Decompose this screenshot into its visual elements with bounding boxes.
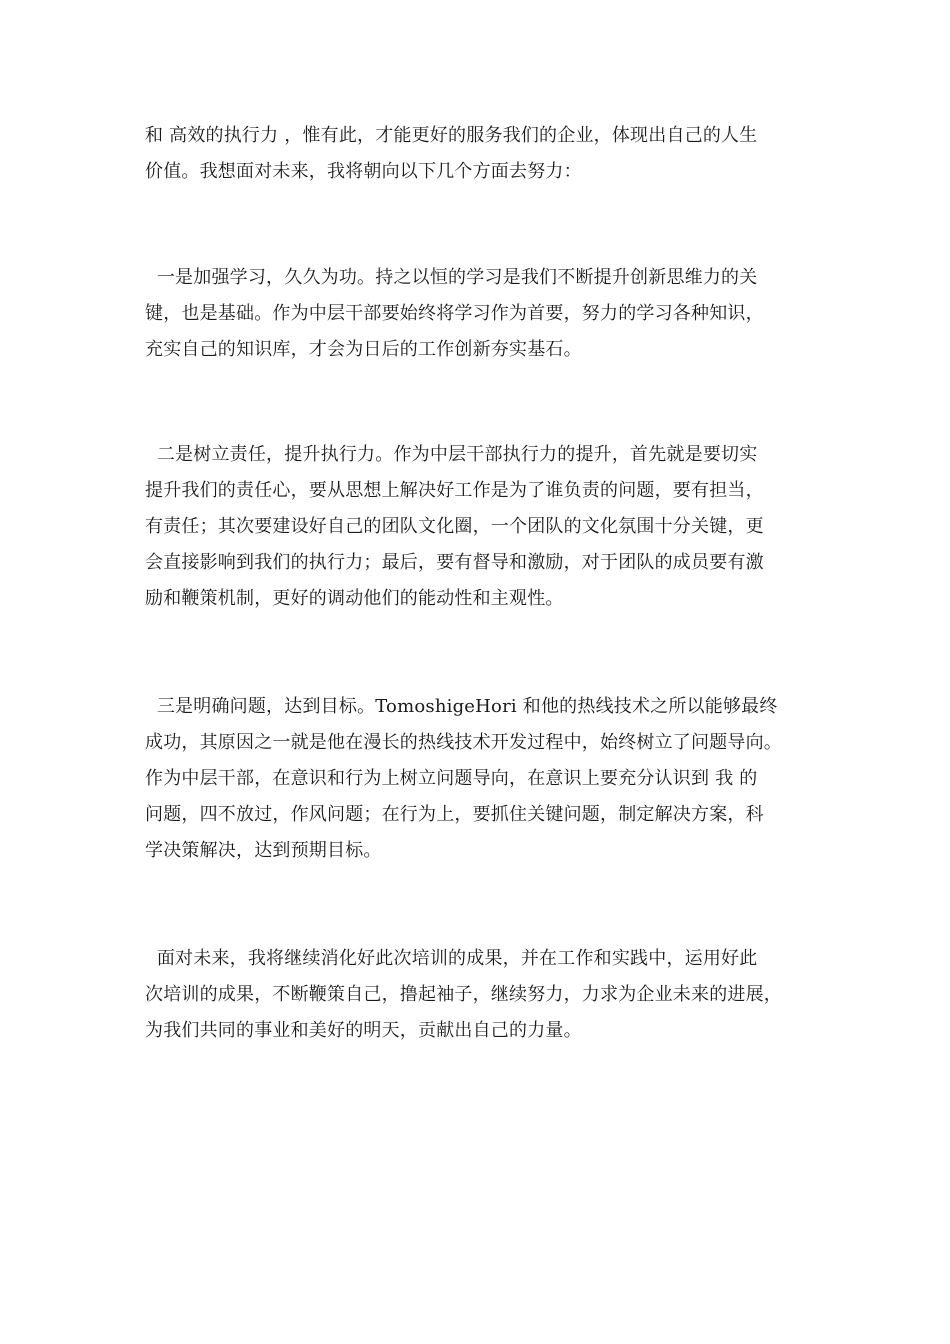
paragraph-line: 学决策解决，达到预期目标。 bbox=[145, 840, 382, 861]
paragraph-line: 价值。我想面对未来，我将朝向以下几个方面去努力： bbox=[145, 161, 582, 182]
paragraph-line: 充实自己的知识库，才会为日后的工作创新夯实基石。 bbox=[145, 339, 582, 360]
paragraph-line: 键，也是基础。作为中层干部要始终将学习作为首要，努力的学习各种知识， bbox=[145, 303, 764, 324]
paragraph-line: 三是明确问题，达到目标。TomoshigeHori 和他的热线技术之所以能够最终 bbox=[145, 696, 778, 717]
paragraph-line: 问题，四不放过，作风问题；在行为上，要抓住关键问题，制定解决方案，科 bbox=[145, 804, 764, 825]
paragraph-line: 有责任；其次要建设好自己的团队文化圈，一个团队的文化氛围十分关键，更 bbox=[145, 516, 764, 537]
paragraph-learning bbox=[145, 260, 815, 368]
paragraph-line: 提升我们的责任心，要从思想上解决好工作是为了谁负责的问题，要有担当， bbox=[145, 480, 764, 501]
paragraph-line: 和 高效的执行力 ，惟有此，才能更好的服务我们的企业，体现出自己的人生 bbox=[145, 125, 758, 146]
paragraph-line: 成功，其原因之一就是他在漫长的热线技术开发过程中，始终树立了问题导向。 bbox=[145, 732, 782, 753]
paragraph-intro bbox=[145, 118, 815, 190]
paragraph-line: 励和鞭策机制，更好的调动他们的能动性和主观性。 bbox=[145, 588, 564, 609]
paragraph-line: 为我们共同的事业和美好的明天，贡献出自己的力量。 bbox=[145, 1020, 582, 1041]
paragraph-future bbox=[145, 941, 815, 1049]
paragraph-problems bbox=[145, 689, 815, 869]
paragraph-line: 作为中层干部，在意识和行为上树立问题导向，在意识上要充分认识到 我 的 bbox=[145, 768, 758, 789]
paragraph-line: 二是树立责任，提升执行力。作为中层干部执行力的提升，首先就是要切实 bbox=[145, 444, 758, 465]
paragraph-line: 会直接影响到我们的执行力；最后，要有督导和激励，对于团队的成员要有激 bbox=[145, 552, 764, 573]
paragraph-responsibility bbox=[145, 437, 815, 617]
paragraph-line: 面对未来，我将继续消化好此次培训的成果，并在工作和实践中，运用好此 bbox=[145, 948, 758, 969]
paragraph-line: 次培训的成果，不断鞭策自己，撸起袖子，继续努力，力求为企业未来的进展， bbox=[145, 984, 782, 1005]
paragraph-line: 一是加强学习，久久为功。持之以恒的学习是我们不断提升创新思维力的关 bbox=[145, 267, 758, 288]
